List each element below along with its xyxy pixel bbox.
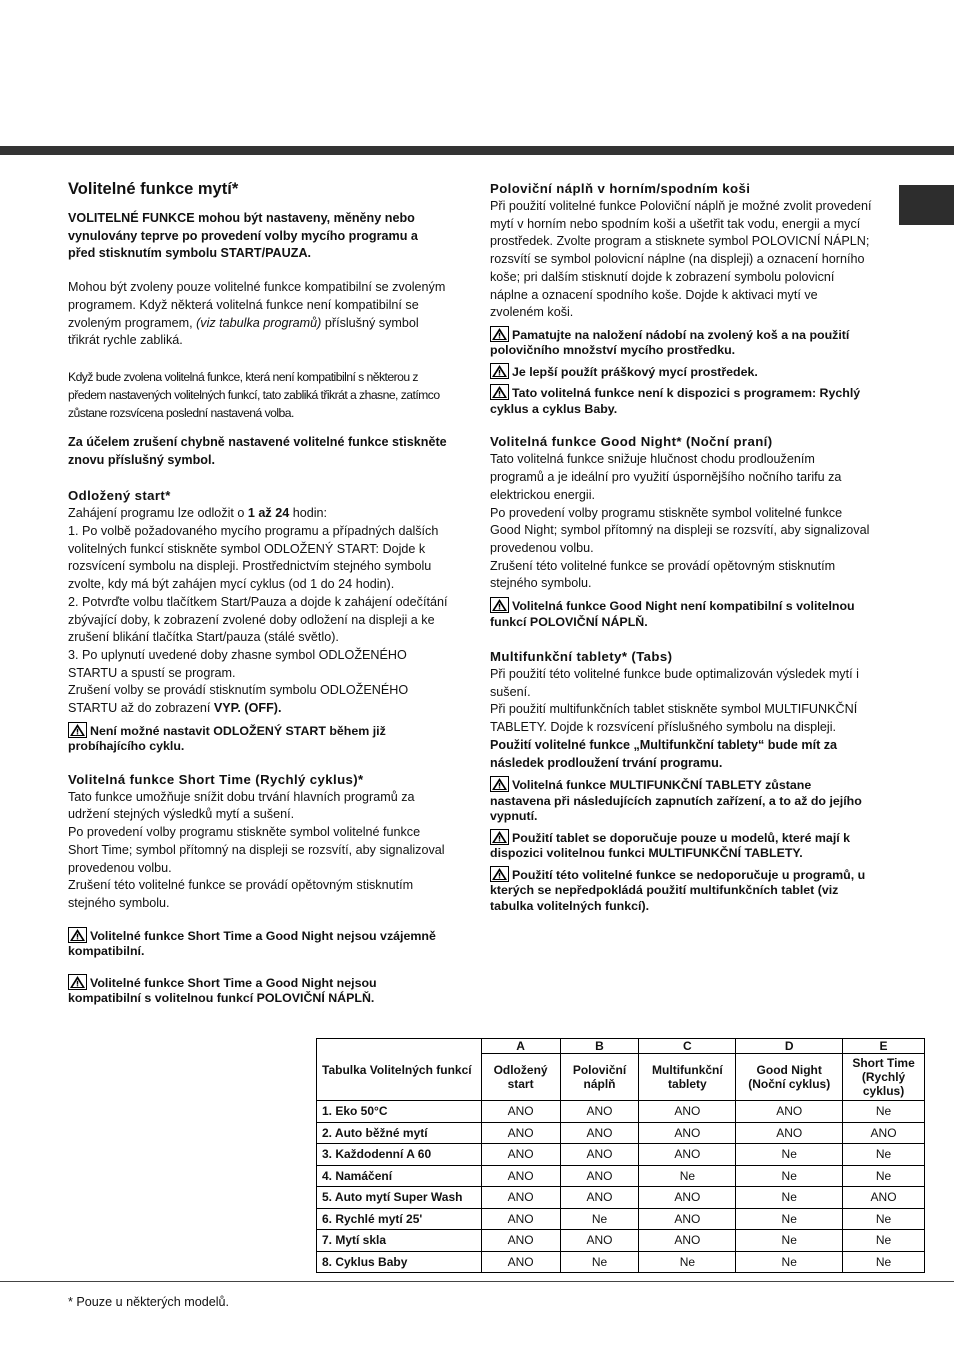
delay-start-intro: Zahájení programu lze odložit o 1 až 24 hodin: (68, 506, 328, 521)
table-cell: ANO (481, 1122, 560, 1144)
col-header-short: Short Time (Rychlý cyklus) (843, 1054, 925, 1101)
intro-text: VOLITELNÉ FUNKCE mohou být nastaveny, měněny nebo vynulovány teprve po provedení volby mycího programu a před stisknutím symbolu START/PAUZA. (68, 211, 418, 261)
row-label: 4. Namáčení (317, 1165, 482, 1187)
table-row (317, 1187, 925, 1209)
row-label: 1. Eko 50°C (317, 1101, 482, 1123)
table-letter-row (317, 1039, 925, 1054)
table-cell: ANO (639, 1187, 736, 1209)
half-load-heading: Poloviční náplň v horním/spodním koši (490, 181, 751, 196)
table-row (317, 1144, 925, 1166)
tabs-text-1: Při použití této volitelné funkce bude optimalizován výsledek mytí i sušení. (490, 667, 859, 699)
good-night-text-1: Tato volitelná funkce snižuje hlučnost chodu prodloužením programů a je ideální pro využití úspornějšího nočního tarifu za elektrickou energii. (490, 452, 842, 502)
table-cell: Ne (843, 1251, 925, 1273)
short-time-text-2: Po provedení volby programu stiskněte symbol volitelné funkce Short Time; symbol přítomný na displeji se rozsvítí, aby signalizoval provedenou volbu. (68, 825, 445, 875)
row-label: 8. Cyklus Baby (317, 1251, 482, 1273)
table-cell: ANO (639, 1101, 736, 1123)
cancel-paragraph: Za účelem zrušení chybně nastavené volitelné funkce stiskněte znovu příslušný symbol. (68, 434, 447, 467)
table-row (317, 1230, 925, 1252)
language-tab (899, 185, 954, 225)
delay-cancel: Zrušení volby se provádí stisknutím symbolu ODLOŽENÉHO STARTU až do zobrazení VYP. (OFF). (68, 683, 409, 716)
table-corner: Tabulka Volitelných funkcí (317, 1039, 482, 1101)
col-letter: B (560, 1039, 639, 1054)
table-cell: ANO (639, 1122, 736, 1144)
table-cell: ANO (481, 1165, 560, 1187)
table-cell: ANO (639, 1230, 736, 1252)
table-cell: Ne (736, 1187, 843, 1209)
table-cell: Ne (736, 1165, 843, 1187)
table-row (317, 1208, 925, 1230)
half-load-warning-3: Tato volitelná funkce není k dispozici s programem: Rychlý cyklus a cyklus Baby. (490, 386, 861, 416)
delay-step-1: 1. Po volbě požadovaného mycího programu a případných dalších volitelných funkcí stiskněte symbol ODLOŽENÝ START: Dojde k rozsvícení symbolu na displeji. Prostřednictvím stejného symbolu zvolte, kdy má být zahájen mycí cyklus (od 1 do 24 hodin). (68, 524, 439, 592)
warning-triangle-icon (68, 974, 87, 990)
table-cell: Ne (736, 1144, 843, 1166)
table-row (317, 1122, 925, 1144)
footnote: * Pouze u některých modelů. (68, 1295, 230, 1309)
delay-warning: Není možné nastavit ODLOŽENÝ START během již probíhajícího cyklu. (68, 723, 386, 754)
table-row (317, 1165, 925, 1187)
warning-triangle-icon (490, 384, 509, 400)
half-load-text: Při použití volitelné funkce Poloviční náplň je možné zvolit provedení mytí v horním nebo spodním koši a ušetřit tak vodu, energii a mycí prostředek. Zvolte program a stisknete symbol POLOVICNÍ NÁPLN; rozsvítí se symbol polovicní náplne (na displeji) a oznacení horního koše; pri dalším stisknutí dojde k zobrazení symbolu polovicní náplne a oznacení spodního koše. Dojde k aktivaci mytí ve zvoleném koši. (490, 199, 872, 320)
right-column (490, 180, 872, 914)
table-cell: ANO (843, 1187, 925, 1209)
good-night-text-3: Zrušení této volitelné funkce se provádí opětovným stisknutím stejného symbolu. (490, 558, 836, 591)
table-cell: Ne (639, 1165, 736, 1187)
table-cell: ANO (736, 1101, 843, 1123)
warning-triangle-icon (68, 927, 87, 943)
table-cell: ANO (481, 1251, 560, 1273)
table-cell: ANO (560, 1187, 639, 1209)
table-cell: ANO (481, 1208, 560, 1230)
table-cell: Ne (560, 1208, 639, 1230)
tabs-heading: Multifunkční tablety* (Tabs) (490, 649, 673, 665)
tabs-warning-3: Použití této volitelné funkce se nedoporučuje u programů, u kterých se nepředpokládá použití multifunkčních tablet (viz tabulka volitelných funkcí). (490, 867, 866, 913)
table-cell: ANO (736, 1122, 843, 1144)
page-title: Volitelné funkce mytí* (68, 180, 239, 198)
options-table (316, 1038, 925, 1273)
header-bar (0, 146, 954, 155)
good-night-warning: Volitelná funkce Good Night není kompatibilní s volitelnou funkcí POLOVIČNÍ NÁPLŇ. (490, 599, 855, 629)
row-label: 6. Rychlé mytí 25' (317, 1208, 482, 1230)
warning-triangle-icon (490, 326, 509, 342)
warning-triangle-icon (490, 776, 509, 792)
table-cell: Ne (843, 1101, 925, 1123)
table-cell: Ne (736, 1251, 843, 1273)
compat-paragraph: Mohou být zvoleny pouze volitelné funkce kompatibilní se zvoleným programem. Když některá volitelná funkce není kompatibilní se zvoleným programem, (viz tabulka programů) příslušný symbol třikrát rychle zabliká. (68, 280, 446, 348)
table-cell: Ne (736, 1208, 843, 1230)
table-cell: ANO (560, 1122, 639, 1144)
row-label: 3. Každodenní A 60 (317, 1144, 482, 1166)
table-cell: ANO (481, 1187, 560, 1209)
delay-step-3: 3. Po uplynutí uvedené doby zhasne symbol ODLOŽENÉHO STARTU a spustí se program. (68, 647, 407, 680)
half-load-warning-1: Pamatujte na naložení nádobí na zvolený koš a na použití polovičního množství mycího prostředku. (490, 327, 850, 358)
delay-step-2: 2. Potvrďte volbu tlačítkem Start/Pauza a dojde k zahájení odečítání zbývající doby, k zobrazení zvolené doby odložení na displeji a ke zrušení blikání tlačítka Start/pauza (stálé světlo). (68, 594, 448, 645)
table-cell: ANO (843, 1122, 925, 1144)
col-letter: A (481, 1039, 560, 1054)
table-cell: Ne (843, 1144, 925, 1166)
tabs-warning-1: Volitelná funkce MULTIFUNKČNÍ TABLETY zůstane nastavena při následujících zapnutích zařízení, a to až do jejího vypnutí. (490, 778, 862, 824)
col-header-half: Poloviční náplň (560, 1054, 639, 1101)
table-cell: ANO (560, 1101, 639, 1123)
good-night-heading: Volitelná funkce Good Night* (Noční praní) (490, 434, 773, 450)
short-time-warning-2: Volitelné funkce Short Time a Good Night nejsou kompatibilní s volitelnou funkcí POLOVIČNÍ NÁPLŇ. (68, 975, 377, 1006)
table-cell: Ne (843, 1208, 925, 1230)
warning-triangle-icon (490, 829, 509, 845)
short-time-text-1: Tato funkce umožňuje snížit dobu trvání hlavních programů za udržení stejných výsledků mytí a sušení. (68, 789, 415, 822)
table-cell: ANO (481, 1101, 560, 1123)
table-cell: ANO (481, 1144, 560, 1166)
table-row (317, 1101, 925, 1123)
table-cell: ANO (560, 1165, 639, 1187)
short-time-text-3: Zrušení této volitelné funkce se provádí opětovným stisknutím stejného symbolu. (68, 878, 414, 910)
row-label: 2. Auto běžné mytí (317, 1122, 482, 1144)
warning-triangle-icon (68, 722, 87, 738)
warning-triangle-icon (490, 363, 509, 379)
col-header-delay: Odložený start (481, 1054, 560, 1101)
row-label: 5. Auto mytí Super Wash (317, 1187, 482, 1209)
delay-start-heading: Odložený start* (68, 488, 171, 504)
half-load-warning-2: Je lepší použít práškový mycí prostředek. (490, 363, 872, 381)
table-cell: ANO (639, 1144, 736, 1166)
table-row (317, 1251, 925, 1273)
table-cell: ANO (560, 1230, 639, 1252)
row-label: 7. Mytí skla (317, 1230, 482, 1252)
col-letter: C (639, 1039, 736, 1054)
short-time-heading: Volitelná funkce Short Time (Rychlý cyklus)* (68, 771, 364, 787)
table-cell: ANO (560, 1144, 639, 1166)
left-column (68, 178, 448, 1007)
table-cell: Ne (843, 1230, 925, 1252)
col-letter: D (736, 1039, 843, 1054)
table-cell: Ne (639, 1251, 736, 1273)
tabs-text-2: Při použití multifunkčních tablet stiskněte symbol MULTIFUNKČNÍ TABLETY. Dojde k rozsvícení příslušného symbolu na displeji. Použití volitelné funkce „Multifunkční tablety“ bude mít za následek prodloužení trvání programu. (490, 702, 858, 770)
col-header-tabs: Multifunkční tablety (639, 1054, 736, 1101)
table-cell: ANO (481, 1230, 560, 1252)
table-cell: Ne (560, 1251, 639, 1273)
warning-triangle-icon (490, 866, 509, 882)
good-night-text-2: Po provedení volby programu stiskněte symbol volitelné funkce Good Night; symbol přítomný na displeji se rozsvítí, aby signalizoval provedenou volbu. (490, 505, 870, 555)
footer-rule (0, 1281, 954, 1282)
table-cell: Ne (736, 1230, 843, 1252)
table-cell: Ne (843, 1165, 925, 1187)
warning-triangle-icon (490, 597, 509, 613)
col-header-night: Good Night (Noční cyklus) (736, 1054, 843, 1101)
col-letter: E (843, 1039, 925, 1054)
incompat-paragraph: Když bude zvolena volitelná funkce, která není kompatibilní s některou z předem nastavených volitelných funkcí, tato zabliká třikrát a zhasne, zatímco zůstane rozsvícena poslední nastavená volba. (68, 369, 440, 420)
tabs-warning-2: Použití tablet se doporučuje pouze u modelů, které mají k dispozici volitelnou funkci MULTIFUNKČNÍ TABLETY. (490, 830, 851, 861)
table-cell: ANO (639, 1208, 736, 1230)
short-time-warning-1: Volitelné funkce Short Time a Good Night nejsou vzájemně kompatibilní. (68, 928, 436, 959)
